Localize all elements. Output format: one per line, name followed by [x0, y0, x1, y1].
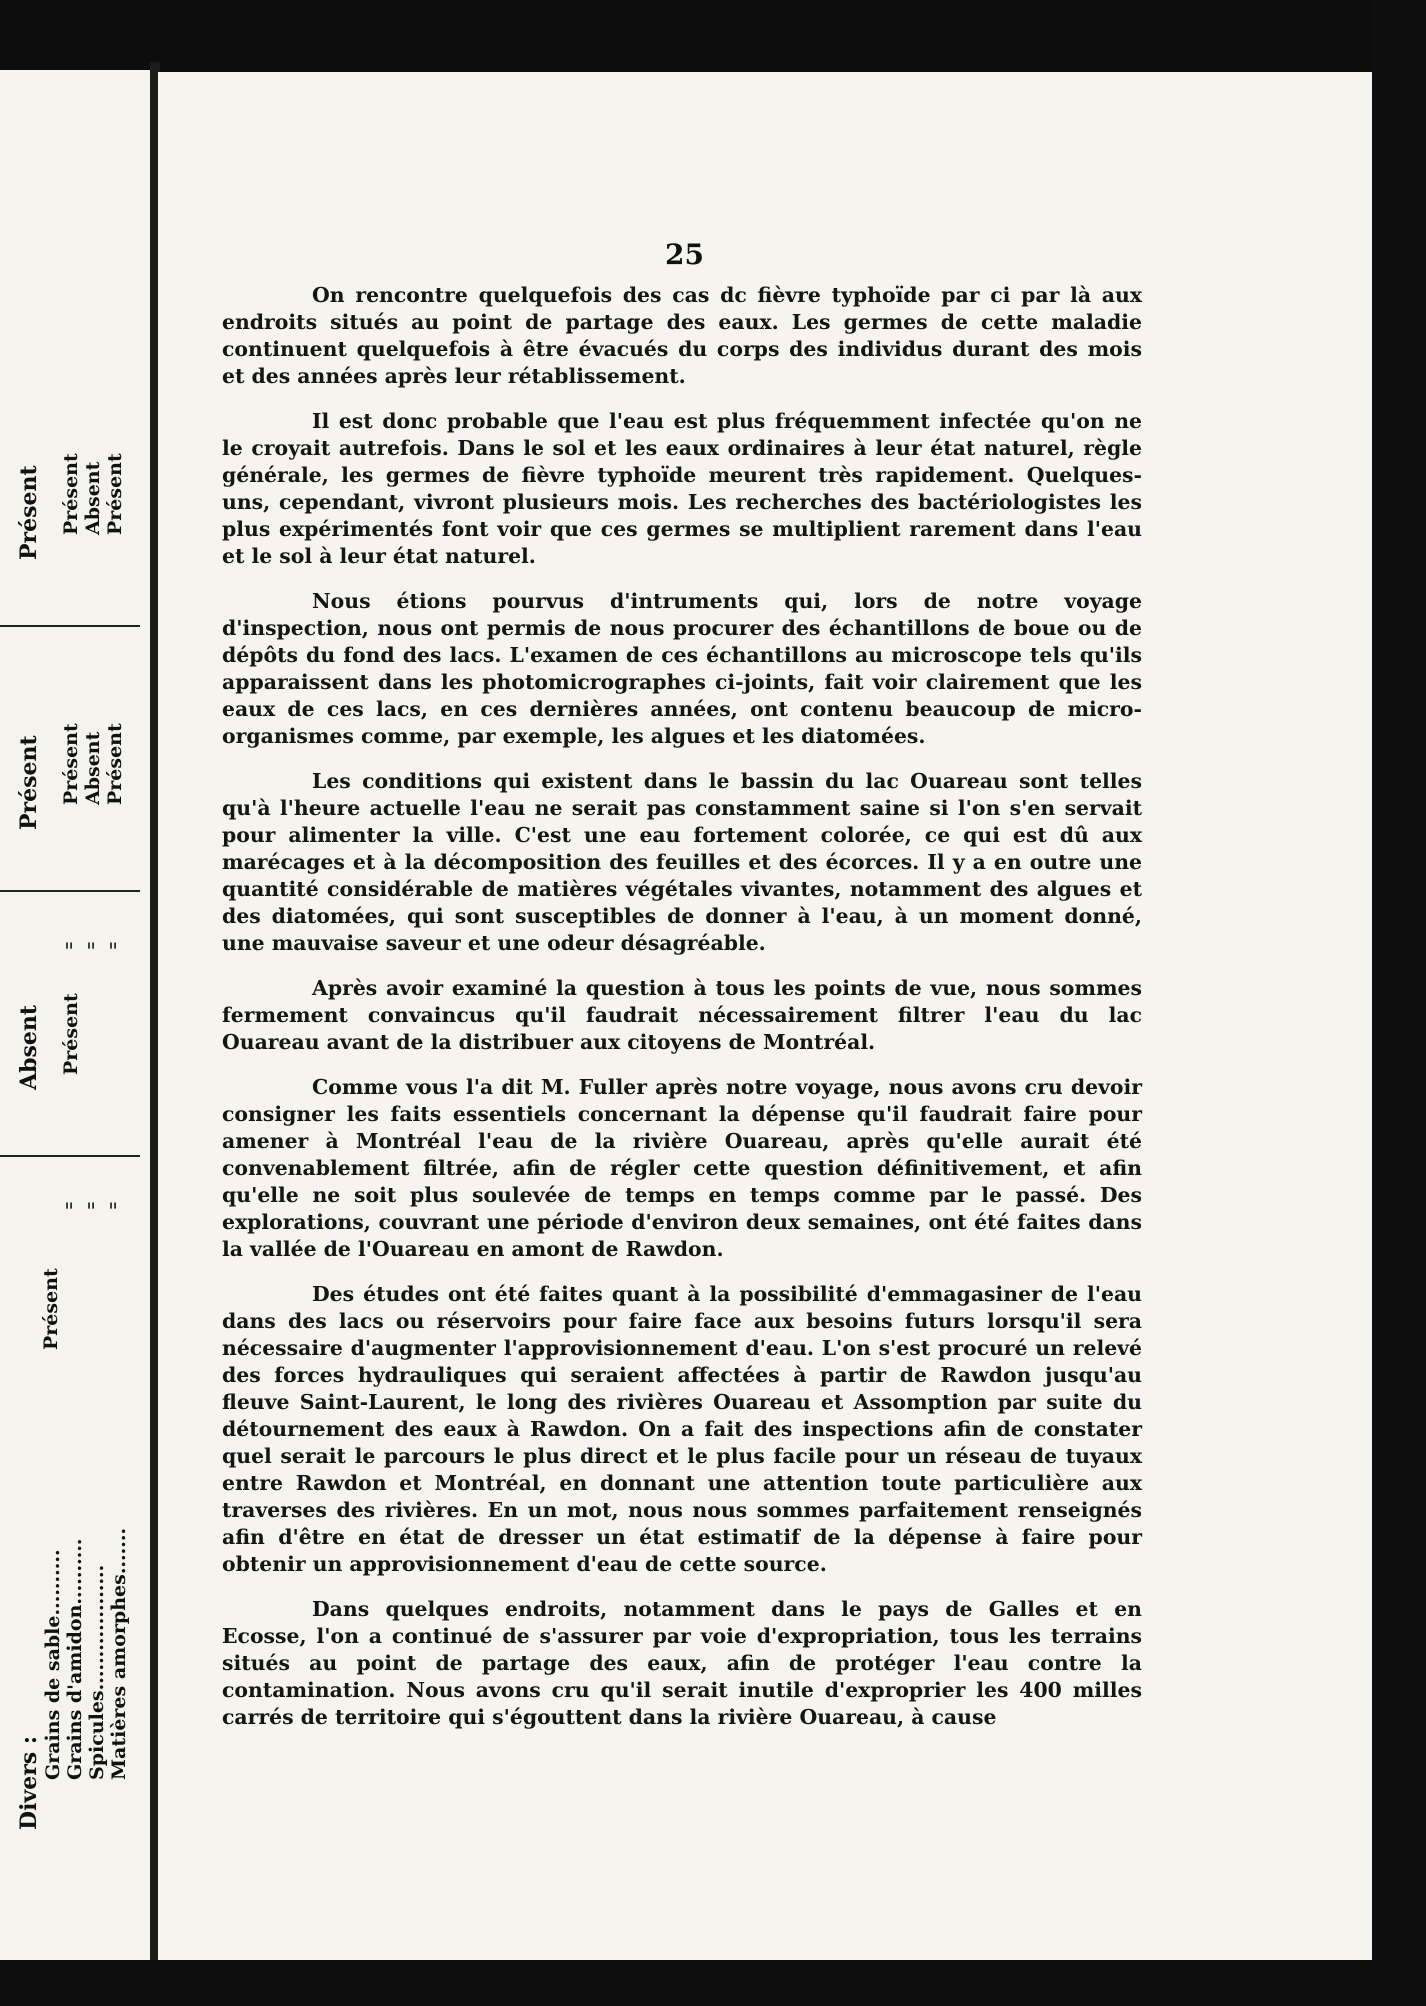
table-row-label: Grains de sable.......... [42, 1549, 64, 1780]
table-header-col2: Présent [16, 735, 42, 830]
table-cell-col1-row3: Présent [104, 453, 126, 535]
table-cell-col1-row1: Présent [60, 453, 82, 535]
table-cell-col1-row2: Absent [82, 461, 104, 535]
table-row-label: Spicules................... [86, 1564, 108, 1780]
facing-page-strip [0, 70, 152, 1965]
table-header-col1: Présent [16, 465, 42, 560]
paragraph: On rencontre quelquefois des cas dc fièvre typhoïde par ci par là aux endroits situés au point de partage des eaux. Les germes de cette maladie continuent quelquefois à être évacués du corps des individus durant des mois et des années après leur rétablissement. [222, 283, 1142, 388]
table-rule [0, 625, 140, 627]
scan-top-border [0, 0, 1426, 80]
paragraph: Il est donc probable que l'eau est plus fréquemment infectée qu'on ne le croyait autrefois. Dans le sol et les eaux ordinaires à leur état naturel, règle générale, les germes de fièvre typhoïde meurent très rapidement. Quelques-uns, cependant, vivront plusieurs mois. Les recherches des bactériologistes les plus expérimentés font voir que ces germes se multiplient rarement dans l'eau et le sol à leur état naturel. [222, 409, 1142, 568]
ditto-mark: " [108, 940, 119, 965]
table-rule [0, 1155, 140, 1157]
paragraph: Des études ont été faites quant à la possibilité d'emmagasiner de l'eau dans des lacs ou réservoirs pour faire face aux besoins futurs lorsqu'il sera nécessaire d'augmenter l'approvisionnement d'eau. L'on s'est procuré un relevé des forces hydrauliques qui seraient affectées à partir de Rawdon jusqu'au fleuve Saint-Laurent, le long des rivières Ouareau et Assomption par suite du détournement des eaux à Rawdon. On a fait des inspections afin de constater quel serait le parcours le plus direct et le plus facile pour un réseau de tuyaux entre Rawdon et Montréal, en donnant une attention toute particulière aux traverses des rivières. En un mot, nous nous sommes parfaitement renseignés afin d'être en état de dresser un état estimatif de la dépense à faire pour obtenir un approvisionnement d'eau de cette source. [222, 1282, 1142, 1576]
table-row-label: Matières amorphes....... [108, 1527, 130, 1780]
ditto-mark: " [86, 940, 97, 965]
table-header-col3: Absent [16, 1005, 42, 1090]
ditto-mark: " [64, 1200, 75, 1225]
body-text [222, 282, 1142, 1749]
paragraph: Après avoir examiné la question à tous les points de vue, nous sommes fermement convaincus qu'il faudrait nécessairement filtrer l'eau du lac Ouareau avant de la distribuer aux citoyens de Montréal. [222, 976, 1142, 1054]
table-row-label: Grains d'amidon.......... [64, 1538, 86, 1780]
table-cell-col3-row1: Présent [60, 993, 82, 1075]
table-cell-col2-row1: Présent [60, 723, 82, 805]
table-cell-col2-row3: Présent [104, 723, 126, 805]
paragraph: Comme vous l'a dit M. Fuller après notre voyage, nous avons cru devoir consigner les faits essentiels concernant la dépense qu'il faudrait faire pour amener à Montréal l'eau de la rivière Ouareau, après qu'elle aurait été convenablement filtrée, afin de régler cette question définitivement, et afin qu'elle ne soit plus soulevée de temps en temps comme par le passé. Des explorations, couvrant une période d'environ deux semaines, ont été faites dans la vallée de l'Ouareau en amont de Rawdon. [222, 1075, 1142, 1261]
table-cell-col4-row1: Présent [40, 1268, 62, 1350]
scan-bottom-border [0, 1960, 1426, 2006]
table-rule [0, 890, 140, 892]
ditto-mark: " [86, 1200, 97, 1225]
paragraph: Les conditions qui existent dans le bassin du lac Ouareau sont telles qu'à l'heure actuelle l'eau ne serait pas constamment saine si l'on s'en servait pour alimenter la ville. C'est une eau fortement colorée, ce qui est dû aux marécages et à la décomposition des feuilles et des écorces. Il y a en outre une quantité considérable de matières végétales vivantes, notamment des algues et des diatomées, qui sont susceptibles de donner à l'eau, à un moment donné, une mauvaise saveur et une odeur désagréable. [222, 769, 1142, 955]
table-row-group-label: Divers : [16, 1736, 42, 1830]
ditto-mark: " [108, 1200, 119, 1225]
table-cell-col2-row2: Absent [82, 731, 104, 805]
ditto-mark: " [64, 940, 75, 965]
paragraph: Nous étions pourvus d'intruments qui, lors de notre voyage d'inspection, nous ont permis de nous procurer des échantillons de boue ou de dépôts du fond des lacs. L'examen de ces échantillons au microscope tels qu'ils apparaissent dans les photomicrographes ci-joints, fait voir clairement que les eaux de ces lacs, en ces dernières années, ont contenu beaucoup de micro-organismes comme, par exemple, les algues et les diatomées. [222, 589, 1142, 748]
paragraph: Dans quelques endroits, notamment dans le pays de Galles et en Ecosse, l'on a continué de s'assurer par voie d'expropriation, tous les terrains situés au point de partage des eaux, afin de protéger l'eau contre la contamination. Nous avons cru qu'il serait inutile d'exproprier les 400 milles carrés de territoire qui s'égouttent dans la rivière Ouareau, à cause [222, 1597, 1142, 1729]
page-number: 25 [665, 238, 704, 271]
scan-right-border [1372, 0, 1426, 2006]
